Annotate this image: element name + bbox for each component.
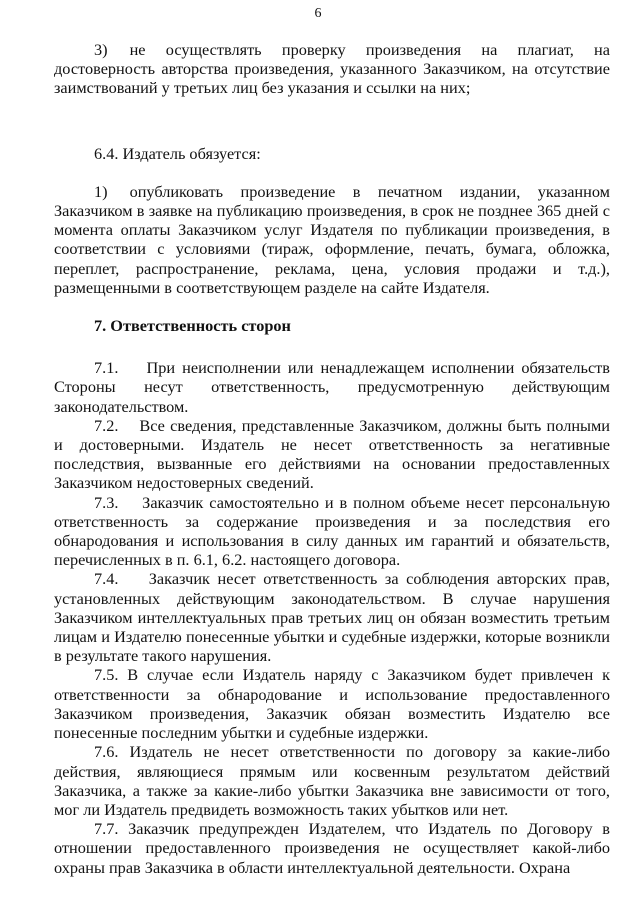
clause-6-4-title: 6.4. Издатель обязуется: [94, 143, 261, 163]
page-number: 6 [314, 6, 322, 21]
item-text: опубликовать произведение в печатном издании, указанном Заказчиком в заявке на публикацию произведения, в срок не позднее 365 дней с момента оплаты Заказчиком услуг Издателя по публикации произведения, в соответствии с условиями (тираж, оформление, печать, бумага, обложка, переплет, распространение, реклама, цена, условия продажи и т.д.), размещенными в соответствующем разделе на сайте Издателя. [54, 181, 610, 297]
item-number: 3) [94, 40, 108, 59]
clause-7-5: 7.5. В случае если Издатель наряду с Заказчиком будет привлечен к ответственности за обнародование и использование предоставленного Заказчиком произведения, Заказчик обязан возместить Издателю все понесенные последним убытки и судебные издержки. [54, 665, 610, 743]
clause-7-4: 7.4. Заказчик несет ответственность за соблюдения авторских прав, установленных действующим законодательством. В случае нарушения Заказчиком интеллектуальных прав третьих лиц он обязан возместить третьим лицам и Издателю понесенные убытки и судебные издержки, которые возникли в результате такого нарушения. [54, 569, 610, 666]
item-text: не осуществлять проверку произведения на плагиат, на достоверность авторства произведения, указанного Заказчиком, на отсутствие заимствований у третьих лиц без указания и ссылки на них; [54, 40, 610, 98]
clause-7-7: 7.7. Заказчик предупрежден Издателем, что Издатель по Договору в отношении предоставленного произведения не осуществляет какой-либо охраны прав Заказчика в области интеллектуальной деятельности. Охрана [54, 819, 610, 877]
document-body [54, 40, 610, 877]
clause-7-1: 7.1. При неисполнении или ненадлежащем исполнении обязательств Стороны несут ответственность, предусмотренную действующим законодательством. [54, 358, 610, 416]
clause-6-3-item-3 [54, 40, 610, 98]
clause-7-2: 7.2. Все сведения, представленные Заказчиком, должны быть полными и достоверными. Издатель не несет ответственность за негативные последствия, вызванные его действиями на основании предоставленных Заказчиком недостоверных сведений. [54, 415, 610, 493]
clause-7-3: 7.3. Заказчик самостоятельно и в полном объеме несет персональную ответственность за содержание произведения и за последствия его обнародования и использования в силу данных им гарантий и обязательств, перечисленных в п. 6.1, 6.2. настоящего договора. [54, 492, 610, 570]
clause-7-6: 7.6. Издатель не несет ответственности по договору за какие-либо действия, являющиеся прямым или косвенным результатом действий Заказчика, а также за какие-либо убытки Заказчика вне зависимости от того, мог ли Издатель предвидеть возможность таких убытков или нет. [54, 742, 610, 819]
section-7-heading: 7. Ответственность сторон [94, 316, 291, 336]
item-number: 1) [94, 181, 108, 201]
clause-6-4-item-1 [54, 182, 610, 297]
